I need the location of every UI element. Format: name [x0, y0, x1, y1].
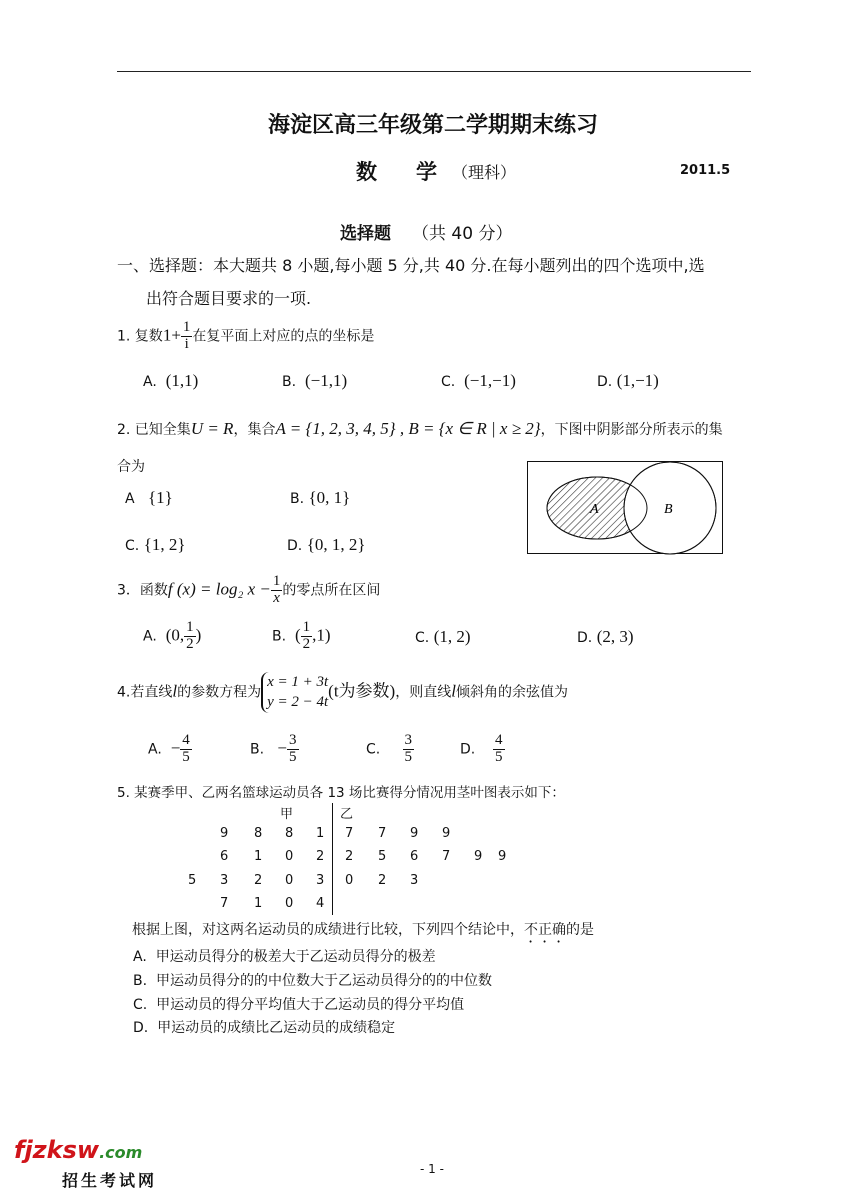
eq2: y = 2 − 4t — [267, 694, 329, 711]
q1-suffix: 在复平面上对应的点的坐标是 — [192, 328, 375, 345]
q1-prefix: 1. 复数 — [117, 328, 163, 345]
q5-question-end: 的是 — [566, 922, 594, 938]
q1-option-b[interactable] — [282, 371, 347, 391]
stem-divider — [332, 803, 333, 915]
q1-num: 1 — [182, 319, 191, 335]
option-value: 甲运动员的成绩比乙运动员的成绩稳定 — [157, 1020, 396, 1036]
logo-main: fjzksw — [14, 1136, 100, 1164]
num: 3 — [404, 732, 412, 748]
stem-value: 3 — [316, 873, 325, 888]
leaf-right: 5 — [378, 849, 387, 864]
den: 5 — [182, 748, 190, 765]
q4-option-b[interactable] — [250, 733, 299, 766]
instructions-line2: 出符合题目要求的一项. — [146, 289, 312, 308]
q5-option-b[interactable] — [133, 970, 492, 990]
q3-suffix: 的零点所在区间 — [282, 582, 381, 599]
q4-var: l — [172, 681, 178, 701]
option-value: ,1) — [312, 625, 331, 645]
q2-option-a[interactable] — [125, 488, 173, 508]
q4-suffix2: 倾斜角的余弦值为 — [455, 684, 568, 701]
num: 3 — [289, 732, 297, 748]
q2-option-d[interactable] — [287, 535, 366, 555]
option-value: (1,−1) — [616, 371, 659, 390]
option-value: (−1,−1) — [464, 371, 516, 390]
section-score: （共 40 分） — [412, 224, 513, 244]
leaf-right: 7 — [345, 826, 354, 841]
option-fraction — [184, 620, 196, 653]
option-value: 甲运动员得分的极差大于乙运动员得分的极差 — [155, 949, 436, 965]
leaf-left: 0 — [285, 849, 294, 864]
option-label: A — [125, 491, 135, 507]
right-header: 乙 — [340, 807, 354, 822]
option-value: 甲运动员得分的的中位数大于乙运动员得分的的中位数 — [155, 973, 492, 989]
option-label: B. — [290, 491, 305, 507]
q1-option-c[interactable] — [441, 371, 516, 391]
leaf-right: 2 — [378, 873, 387, 888]
site-logo[interactable] — [14, 1136, 142, 1164]
q4-param: (t为参数) — [328, 681, 396, 701]
option-value: ) — [195, 625, 202, 645]
q4-option-d[interactable] — [460, 733, 505, 766]
q4-suffix: ，则直线 — [395, 684, 452, 701]
q5-option-c[interactable] — [133, 994, 464, 1014]
leaf-left: 8 — [285, 826, 294, 841]
q1-option-a[interactable] — [143, 371, 198, 391]
option-fraction — [403, 733, 415, 766]
q2-math: U = R — [190, 419, 234, 438]
q2-option-c[interactable] — [125, 535, 186, 555]
q1-option-d[interactable] — [597, 371, 659, 391]
subject-note: （理科） — [452, 163, 517, 182]
q1-den: i — [184, 335, 189, 352]
option-label: C. — [133, 997, 148, 1013]
option-label: A. — [143, 374, 157, 390]
q3-option-b[interactable] — [272, 620, 331, 653]
question-4 — [117, 672, 568, 713]
leaf-right: 0 — [345, 873, 354, 888]
exam-date: 2011.5 — [680, 163, 731, 178]
q3-num: 1 — [272, 573, 281, 589]
option-label: D. — [133, 1020, 149, 1036]
q5-option-d[interactable] — [133, 1017, 395, 1037]
num: 4 — [182, 732, 190, 748]
venn-diagram — [527, 461, 723, 555]
q2-text: ，集合 — [233, 422, 276, 438]
question-2-line2: 合为 — [117, 459, 145, 475]
stem-value: 1 — [316, 826, 325, 841]
q2-option-b[interactable] — [290, 488, 350, 508]
q4-var: l — [451, 681, 456, 701]
option-label: C. — [125, 538, 140, 554]
option-label: A. — [148, 741, 162, 758]
q3-den: x — [273, 589, 280, 606]
question-3 — [117, 574, 380, 607]
option-label: D. — [577, 630, 593, 646]
q4-equation-system — [261, 672, 328, 713]
question-2-line1 — [117, 419, 723, 439]
option-label: B. — [272, 628, 287, 645]
option-label: B. — [133, 973, 148, 989]
leaf-right: 7 — [378, 826, 387, 841]
leaf-left: 0 — [285, 896, 294, 911]
q1-expr: 1+ — [162, 325, 181, 345]
question-1 — [117, 320, 374, 353]
q4-option-a[interactable] — [148, 733, 192, 766]
leaf-left: 1 — [254, 849, 263, 864]
option-label: C. — [366, 741, 381, 758]
question-5: 5. 某赛季甲、乙两名篮球运动员各 13 场比赛得分情况用茎叶图表示如下： — [117, 785, 565, 801]
option-label: D. — [460, 741, 476, 758]
set-b-label: B — [664, 502, 673, 517]
num: 1 — [302, 619, 311, 635]
leaf-left: 3 — [220, 873, 229, 888]
q2-math: A = {1, 2, 3, 4, 5} , B = {x ∈ R | x ≥ 2} — [275, 419, 541, 438]
q5-emphasis: 不正确 — [524, 922, 566, 938]
num: 4 — [495, 732, 503, 748]
den: 5 — [404, 748, 412, 765]
option-fraction — [180, 733, 192, 766]
option-value: {0, 1, 2} — [306, 535, 366, 554]
stem-value: 4 — [316, 896, 325, 911]
subject-char-2: 学 — [416, 160, 437, 184]
option-label: C. — [441, 374, 456, 390]
leaf-left: 8 — [254, 826, 263, 841]
q2-text: 2. 已知全集 — [117, 422, 191, 438]
option-label: D. — [597, 374, 613, 390]
leaf-left: 7 — [220, 896, 229, 911]
q3-fraction — [271, 574, 283, 607]
top-rule — [117, 71, 751, 72]
leaf-right: 6 — [410, 849, 419, 864]
stem-value: 2 — [316, 849, 325, 864]
q4-option-c[interactable] — [366, 733, 414, 766]
leaf-left: 9 — [220, 826, 229, 841]
leaf-left: 0 — [285, 873, 294, 888]
option-value: (−1,1) — [304, 371, 348, 390]
option-value: (1,1) — [165, 371, 199, 390]
q3-prefix: 3．函数 — [117, 582, 168, 599]
option-label: A. — [143, 628, 157, 645]
option-value: 甲运动员的得分平均值大于乙运动员的得分平均值 — [156, 997, 465, 1013]
option-value: {1} — [147, 488, 173, 507]
q2-text: ，下图中阴影部分所表示的集 — [540, 422, 723, 438]
option-value: {1, 2} — [143, 535, 186, 554]
num: 1 — [186, 619, 194, 635]
eq1: x = 1 + 3t — [267, 674, 329, 690]
q5-option-a[interactable] — [133, 946, 436, 966]
q4-mid: 的参数方程为 — [177, 684, 262, 701]
option-label: C. — [415, 630, 430, 646]
option-fraction — [287, 733, 299, 766]
q4-prefix: 4.若直线 — [117, 684, 173, 701]
leaf-left: 1 — [254, 896, 263, 911]
sign: − — [170, 738, 181, 758]
logo-com: .com — [99, 1143, 143, 1162]
section-heading: 选择题 — [340, 224, 391, 244]
den: 2 — [186, 635, 194, 652]
den: 2 — [302, 635, 311, 652]
option-label: B. — [282, 374, 297, 390]
leaf-left: 5 — [188, 873, 197, 888]
option-fraction — [493, 733, 505, 766]
subject-char-1: 数 — [356, 160, 377, 184]
leaf-right: 7 — [442, 849, 451, 864]
left-header: 甲 — [280, 807, 294, 822]
page-title: 海淀区高三年级第二学期期末练习 — [267, 113, 598, 138]
option-value: (0, — [165, 625, 185, 645]
option-label: B. — [250, 741, 265, 758]
option-label: D. — [287, 538, 303, 554]
instructions-line1: 一、选择题：本大题共 8 小题,每小题 5 分,共 40 分.在每小题列出的四个选项中,选 — [117, 256, 705, 275]
option-value: {0, 1} — [308, 488, 351, 507]
leaf-right: 9 — [474, 849, 483, 864]
option-value: (2, 3) — [596, 627, 634, 646]
sign: − — [277, 738, 288, 758]
set-a-label: A — [590, 502, 599, 517]
logo-subtitle: 招生考试网 — [62, 1171, 158, 1190]
den: 5 — [289, 748, 297, 765]
q3-option-a[interactable] — [143, 620, 201, 653]
option-fraction — [301, 620, 313, 653]
q3-option-c[interactable] — [415, 627, 471, 647]
q5-question-text: 根据上图，对这两名运动员的成绩进行比较，下列四个结论中， — [132, 922, 524, 938]
page-number: - 1 - — [420, 1162, 444, 1176]
leaf-left: 6 — [220, 849, 229, 864]
leaf-left: 2 — [254, 873, 263, 888]
option-value: ( — [294, 625, 301, 645]
leaf-right: 9 — [442, 826, 451, 841]
q3-expr: f (x) = log₂ x − — [167, 579, 271, 599]
leaf-right: 9 — [410, 826, 419, 841]
leaf-right: 3 — [410, 873, 419, 888]
leaf-right: 2 — [345, 849, 354, 864]
q5-question — [132, 919, 594, 946]
option-label: A. — [133, 949, 147, 965]
den: 5 — [495, 748, 503, 765]
option-value: (1, 2) — [433, 627, 471, 646]
q1-fraction — [181, 320, 193, 353]
q3-option-d[interactable] — [577, 627, 634, 647]
leaf-right: 9 — [498, 849, 507, 864]
